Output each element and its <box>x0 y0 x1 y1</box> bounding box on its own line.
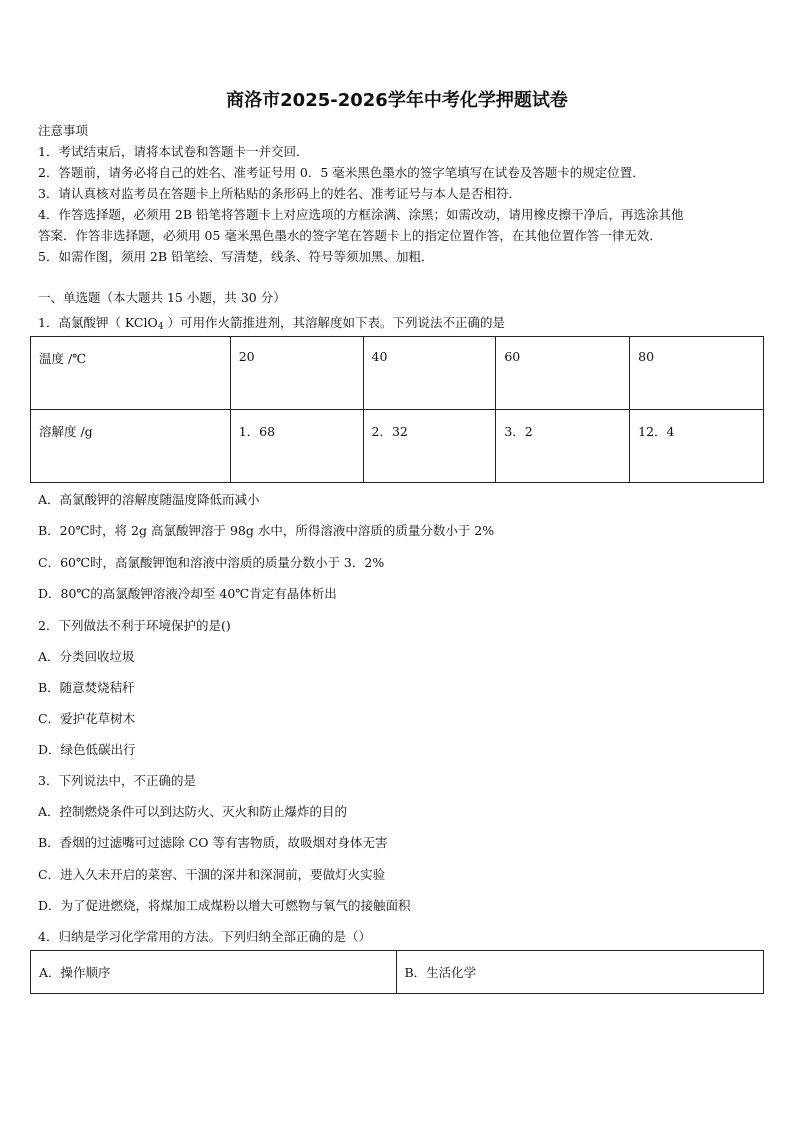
notice-item: 5．如需作图，须用 2B 铅笔绘、写清楚，线条、符号等须加黑、加粗． <box>38 249 434 264</box>
table-cell: 12．4 <box>630 410 764 483</box>
table-cell: A．操作顺序 <box>31 951 397 994</box>
section-heading: 一、单选题（本大题共 15 小题，共 30 分） <box>38 290 286 305</box>
table-row <box>31 337 764 410</box>
question-1-stem-post: ）可用作火箭推进剂，其溶解度如下表。下列说法不正确的是 <box>163 315 505 330</box>
question-1-stem <box>38 313 505 332</box>
table-cell: 40 <box>363 337 496 410</box>
notice-item: 答案．作答非选择题，必须用 05 毫米黑色墨水的签字笔在答题卡上的指定位置作答，在其他位置作答一律无效． <box>38 228 662 243</box>
question-3-option-a: A．控制燃烧条件可以到达防火、灭火和防止爆炸的目的 <box>38 804 348 819</box>
question-1-option-d: D．80℃的高氯酸钾溶液冷却至 40℃肯定有晶体析出 <box>38 586 337 601</box>
question-2-option-b: B．随意焚烧秸秆 <box>38 680 135 695</box>
table-cell: 温度 /℃ <box>31 337 231 410</box>
question-1-option-a: A．高氯酸钾的溶解度随温度降低而减小 <box>38 492 260 507</box>
question-3-stem: 3．下列说法中，不正确的是 <box>38 773 196 788</box>
table-cell: 溶解度 /g <box>31 410 231 483</box>
table-cell: 20 <box>230 337 363 410</box>
question-1-option-b: B．20℃时，将 2g 高氯酸钾溶于 98g 水中，所得溶液中溶质的质量分数小于 2% <box>38 523 495 538</box>
question-1-stem-subscript: 4 <box>157 322 164 332</box>
notice-item: 4．作答选择题，必须用 2B 铅笔将答题卡上对应选项的方框涂满、涂黑；如需改动，请用橡皮擦干净后，再选涂其他 <box>38 207 684 222</box>
question-1-option-c: C．60℃时，高氯酸钾饱和溶液中溶质的质量分数小于 3．2% <box>38 555 385 570</box>
notice-item: 2．答题前，请务必将自己的姓名、准考证号用 0．5 毫米黑色墨水的签字笔填写在试卷及答题卡的规定位置． <box>38 165 645 180</box>
summary-table <box>30 950 764 994</box>
notice-item: 3．请认真核对监考员在答题卡上所粘贴的条形码上的姓名、准考证号与本人是否相符． <box>38 186 521 201</box>
question-3-option-d: D．为了促进燃烧，将煤加工成煤粉以增大可燃物与氧气的接触面积 <box>38 898 411 913</box>
question-2-option-a: A．分类回收垃圾 <box>38 649 135 664</box>
table-cell: 60 <box>496 337 630 410</box>
question-3-option-b: B．香烟的过滤嘴可过滤除 CO 等有害物质，故吸烟对身体无害 <box>38 835 388 850</box>
notice-item: 1．考试结束后，请将本试卷和答题卡一并交回． <box>38 144 309 159</box>
question-2-stem: 2．下列做法不利于环境保护的是() <box>38 618 231 633</box>
notice-heading: 注意事项 <box>38 123 89 138</box>
solubility-table <box>30 336 764 483</box>
question-1-stem-pre: 1．高氯酸钾（ KClO <box>38 315 158 330</box>
table-row <box>31 410 764 483</box>
table-cell: 1．68 <box>230 410 363 483</box>
page-title: 商洛市2025-2026学年中考化学押题试卷 <box>226 90 568 111</box>
question-2-option-c: C．爱护花草树木 <box>38 711 136 726</box>
table-cell: 3．2 <box>496 410 630 483</box>
table-cell: B．生活化学 <box>396 951 764 994</box>
question-3-option-c: C．进入久未开启的菜窖、干涸的深井和深洞前，要做灯火实验 <box>38 867 386 882</box>
question-4-stem: 4．归纳是学习化学常用的方法。下列归纳全部正确的是（） <box>38 929 371 944</box>
table-row <box>31 951 764 994</box>
table-cell: 2．32 <box>363 410 496 483</box>
question-2-option-d: D．绿色低碳出行 <box>38 742 136 757</box>
table-cell: 80 <box>630 337 764 410</box>
